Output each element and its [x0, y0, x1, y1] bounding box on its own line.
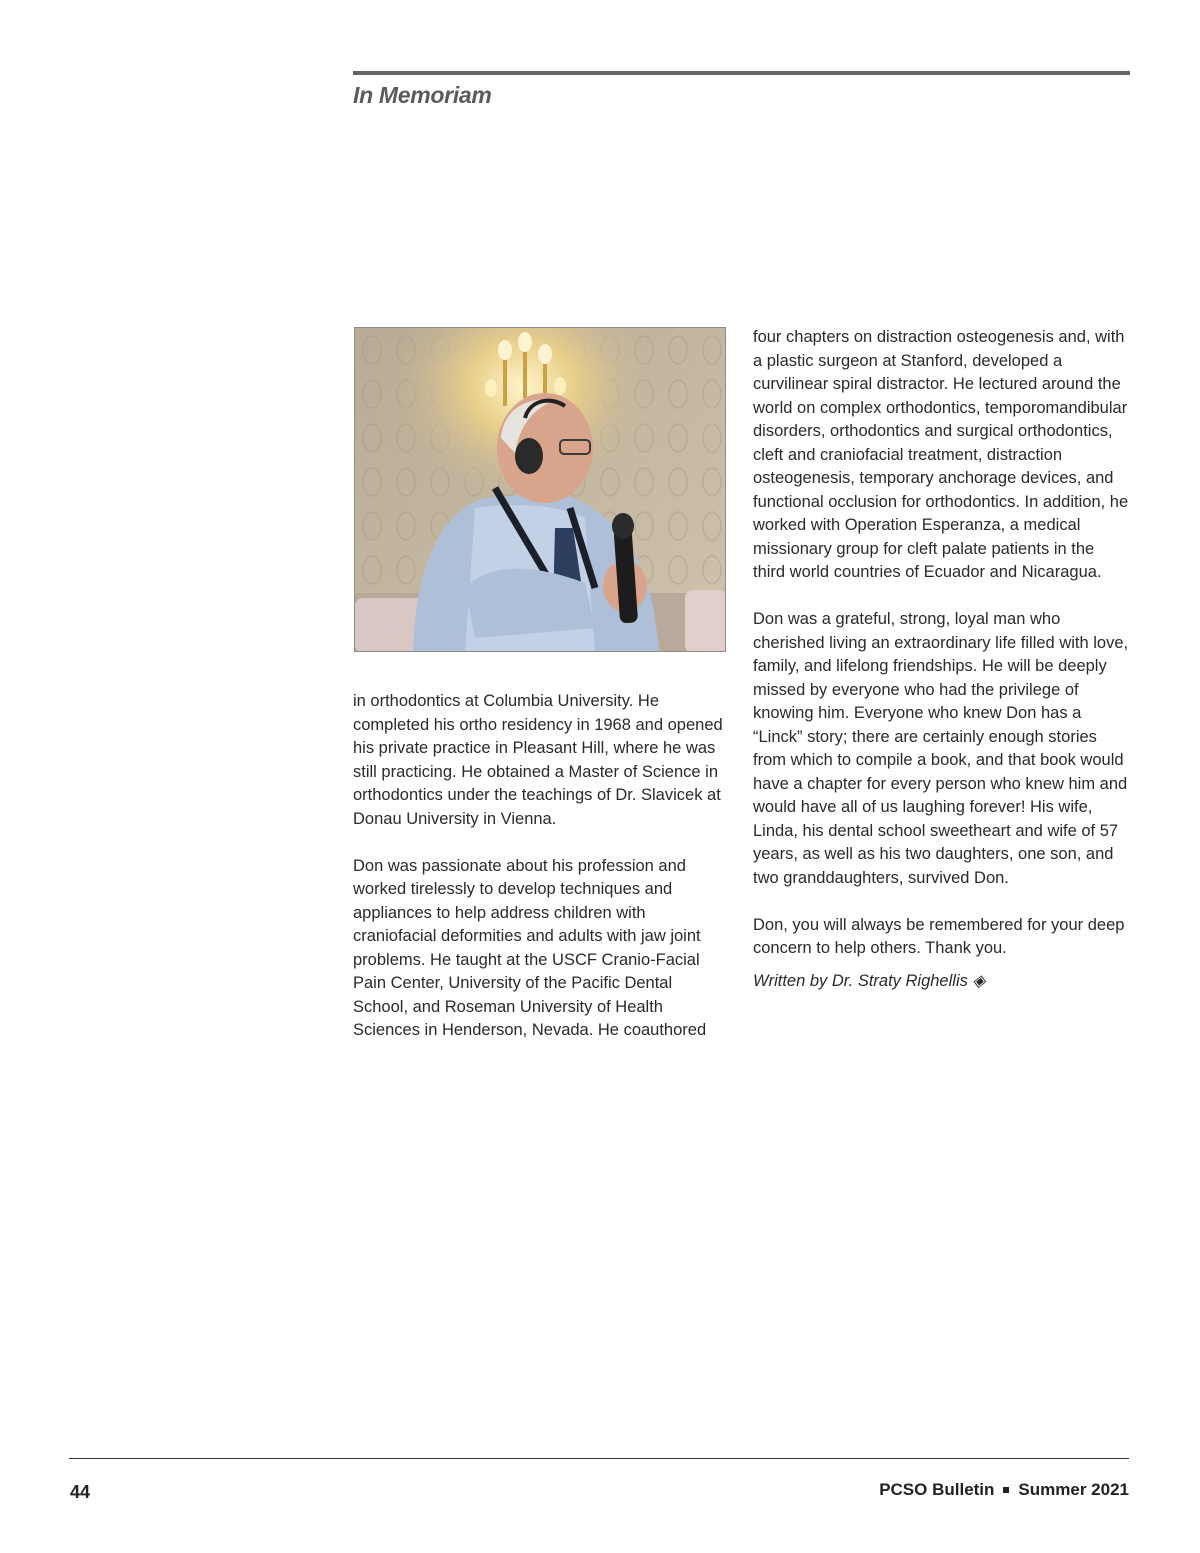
article-paragraph: Don was passionate about his profession and worked tirelessly to develop techniques and appliances to help address children with craniofacial deformities and adults with jaw joint problems. He taught at the USCF Cranio-Facial Pain Center, University of the Pacific Dental School, and Roseman University of Health Sciences in Henderson, Nevada. He coauthored	[353, 856, 707, 1039]
article-column-right	[753, 326, 1130, 1017]
article-paragraph: four chapters on distraction osteogenesis and, with a plastic surgeon at Stanford, developed a curvilinear spiral distractor. He lectured around the world on complex orthodontics, temporomandibular disorders, orthodontics and surgical orthodontics, cleft and craniofacial treatment, distraction osteogenesis, temporary anchorage devices, and functional occlusion for orthodontics. In addition, he worked with Operation Esperanza, a medical missionary group for cleft palate patients in the third world countries of Ecuador and Nicaragua.	[753, 328, 1129, 581]
footer-publication-info	[879, 1480, 1129, 1500]
author-byline: Written by Dr. Straty Righellis ◈	[753, 972, 986, 990]
article-paragraph: in orthodontics at Columbia University. He completed his ortho residency in 1968 and opened his private practice in Pleasant Hill, where he was still practicing. He obtained a Master of Science in orthodontics under the teachings of Dr. Slavicek at Donau University in Vienna.	[353, 692, 723, 828]
section-title: In Memoriam	[353, 82, 492, 108]
memorial-photo	[354, 327, 726, 652]
issue-date: Summer 2021	[1018, 1480, 1129, 1499]
page-number: 44	[70, 1482, 91, 1502]
square-bullet-icon	[1003, 1487, 1009, 1493]
memorial-photo-image	[355, 328, 726, 652]
footer-rule	[69, 1458, 1129, 1459]
article-paragraph: Don, you will always be remembered for your deep concern to help others. Thank you.	[753, 915, 1125, 957]
publication-name: PCSO Bulletin	[879, 1480, 995, 1499]
header-rule	[353, 71, 1130, 75]
article-paragraph: Don was a grateful, strong, loyal man who cherished living an extraordinary life filled with love, family, and lifelong friendships. He will be deeply missed by everyone who had the privilege of knowing him. Everyone who knew Don has a “Linck” story; there are certainly enough stories from which to compile a book, and that book would have a chapter for every person who knew him and would have all of us laughing forever! His wife, Linda, his dental school sweetheart and wife of 57 years, as well as his two daughters, one son, and two granddaughters, survived Don.	[753, 610, 1129, 887]
article-column-left	[353, 690, 730, 1066]
